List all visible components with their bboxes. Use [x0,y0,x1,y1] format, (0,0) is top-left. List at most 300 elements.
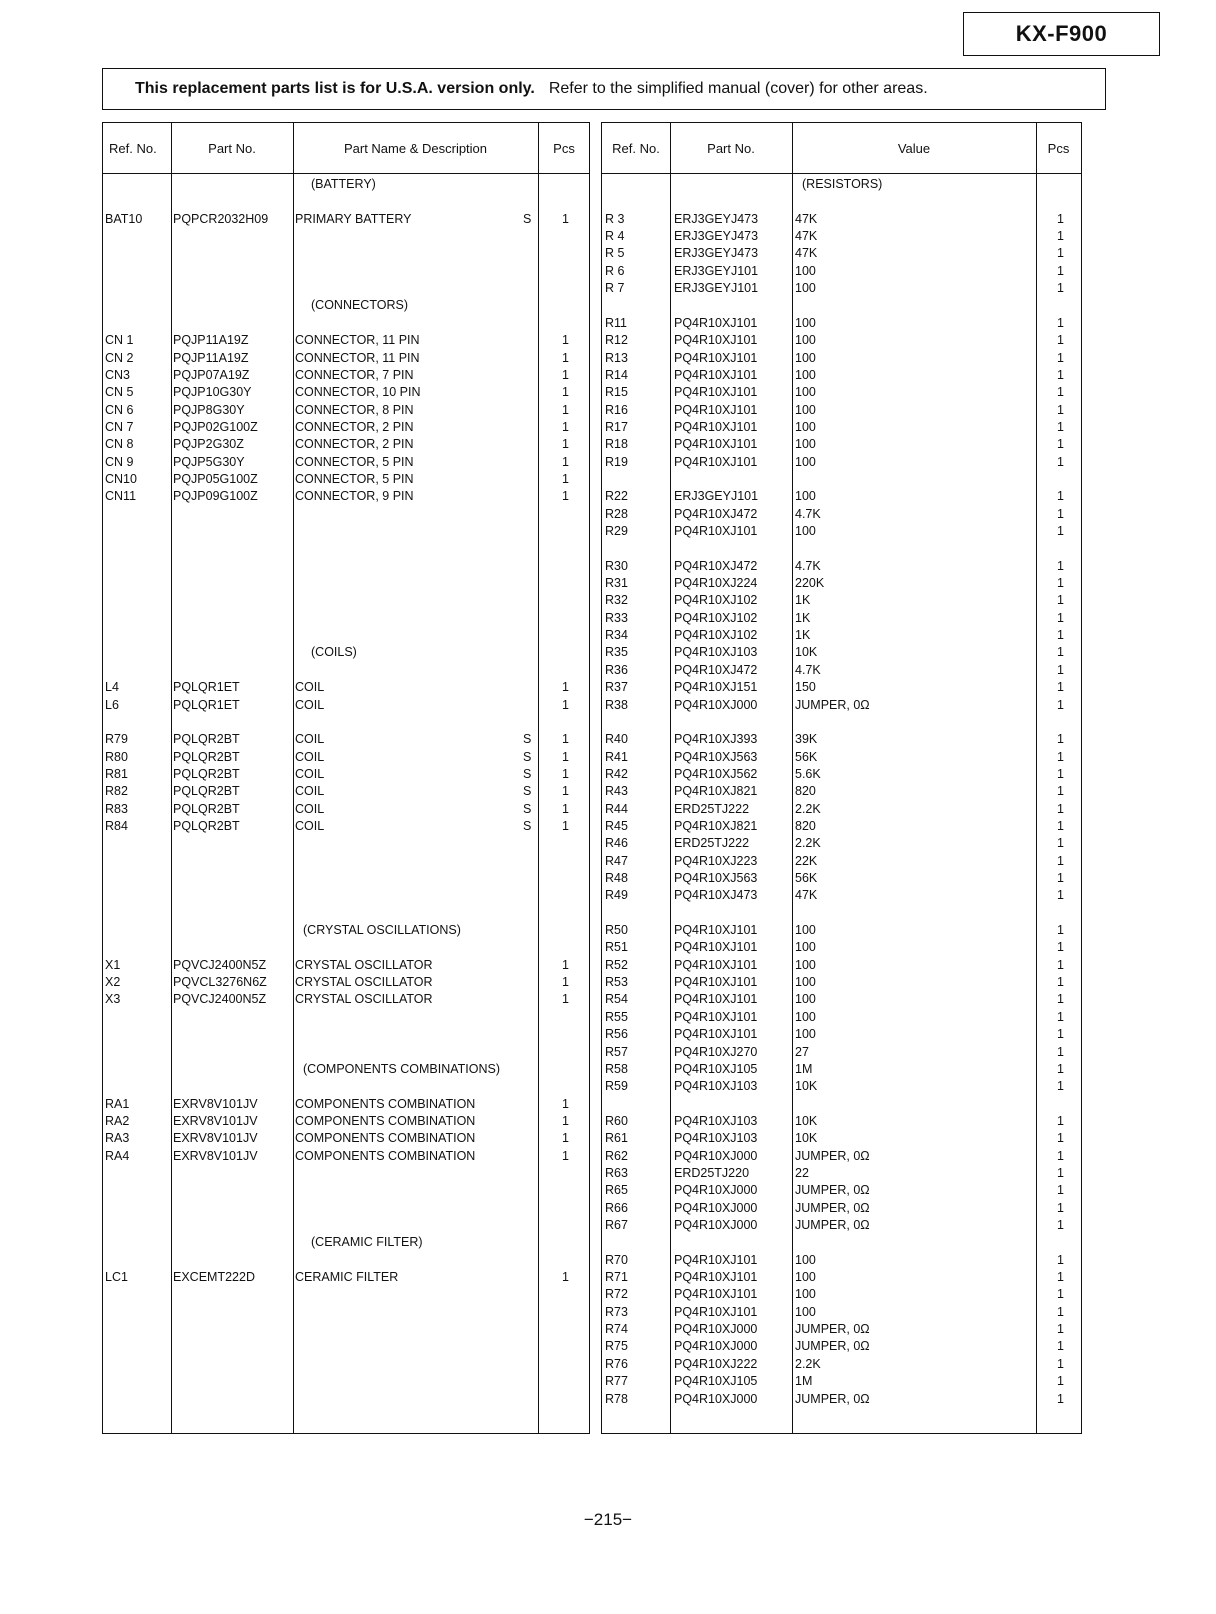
right-table-body [602,174,1081,1433]
table-row [602,697,1081,714]
table-row [602,1009,1081,1026]
value-cell: 100 [795,419,816,434]
ref-no-cell: R33 [605,610,628,625]
part-no-cell: ERJ3GEYJ473 [674,229,759,244]
table-row [602,679,1081,696]
pcs-cell: 1 [562,957,569,972]
pcs-cell: 1 [562,437,569,452]
safety-mark-cell: S [523,766,532,781]
value-cell: 47K [795,229,818,244]
pcs-cell: 1 [1057,1148,1064,1163]
part-name-cell: COMPONENTS COMBINATION [295,1113,476,1128]
table-row [103,211,589,228]
value-cell: 100 [795,281,816,296]
table-row [602,228,1081,245]
ref-no-cell: R58 [605,1061,628,1076]
pcs-cell: 1 [1057,680,1064,695]
ref-no-cell: R79 [105,732,128,747]
left-parts-table [102,122,590,1434]
part-no-cell: PQ4R10XJ101 [674,419,758,434]
part-no-cell: ERJ3GEYJ101 [674,281,759,296]
part-name-cell: COMPONENTS COMBINATION [295,1148,476,1163]
value-cell: 4.7K [795,662,821,677]
table-row [602,1044,1081,1061]
header-pcs: Pcs [1047,140,1070,156]
pcs-cell: 1 [562,818,569,833]
pcs-cell: 1 [1057,784,1064,799]
ref-no-cell: CN 9 [105,454,134,469]
part-no-cell: PQ4R10XJ105 [674,1374,758,1389]
pcs-cell: 1 [1057,1304,1064,1319]
ref-no-cell: X3 [105,992,121,1007]
value-cell: 47K [795,246,818,261]
pcs-cell: 1 [562,732,569,747]
ref-no-cell: CN 7 [105,419,134,434]
part-no-cell: PQ4R10XJ101 [674,437,758,452]
pcs-cell: 1 [1057,1131,1064,1146]
table-row [602,245,1081,262]
pcs-cell: 1 [562,454,569,469]
pcs-cell: 1 [1057,1200,1064,1215]
table-row [103,731,589,748]
table-row [602,922,1081,939]
pcs-cell: 1 [1057,385,1064,400]
part-no-cell: PQ4R10XJ101 [674,454,758,469]
table-row [602,1078,1081,1095]
pcs-cell: 1 [1057,489,1064,504]
notice-bold-text: This replacement parts list is for U.S.A. version only. [135,80,535,97]
part-no-cell: PQ4R10XJ101 [674,975,758,990]
ref-no-cell: R49 [605,888,628,903]
ref-no-cell: R73 [605,1304,628,1319]
value-cell: JUMPER, 0Ω [795,1391,870,1406]
ref-no-cell: BAT10 [105,211,143,226]
table-row [103,402,589,419]
table-row [103,384,589,401]
part-no-cell: PQPCR2032H09 [173,211,269,226]
table-row [602,887,1081,904]
ref-no-cell: R63 [605,1165,628,1180]
value-cell: 56K [795,871,818,885]
table-row [602,315,1081,332]
table-row [103,1148,589,1165]
pcs-cell: 1 [1057,350,1064,365]
section-heading: (COILS) [311,645,357,660]
pcs-cell: 1 [1057,1270,1064,1285]
part-no-cell: PQ4R10XJ101 [674,333,758,348]
ref-no-cell: R12 [605,333,628,348]
part-no-cell: PQLQR2BT [173,749,240,764]
value-cell: 100 [795,454,816,469]
pcs-cell: 1 [562,749,569,764]
part-no-cell: PQLQR2BT [173,818,240,833]
ref-no-cell: R16 [605,402,628,417]
table-row [602,1252,1081,1269]
part-no-cell: PQ4R10XJ472 [674,506,758,521]
table-row [602,419,1081,436]
table-row [602,1165,1081,1182]
pcs-cell: 1 [562,419,569,434]
part-name-cell: CONNECTOR, 2 PIN [295,437,414,452]
value-cell: 2.2K [795,836,821,851]
value-cell: 100 [795,333,816,348]
part-name-cell: CONNECTOR, 5 PIN [295,454,414,469]
model-number-box [963,12,1160,56]
part-no-cell: PQ4R10XJ101 [674,1009,758,1024]
ref-no-cell: R65 [605,1183,628,1198]
part-no-cell: PQ4R10XJ224 [674,576,758,591]
table-row [602,592,1081,609]
pcs-cell: 1 [1057,1079,1064,1094]
ref-no-cell: R53 [605,975,628,990]
part-no-cell: PQ4R10XJ222 [674,1356,758,1371]
pcs-cell: 1 [1057,662,1064,677]
table-row [602,1061,1081,1078]
ref-no-cell: R19 [605,454,628,469]
ref-no-cell: R36 [605,662,628,677]
table-row [103,1096,589,1113]
part-no-cell: PQ4R10XJ103 [674,1079,758,1094]
part-name-cell: COIL [295,784,325,799]
ref-no-cell: R29 [605,524,628,538]
value-cell: 100 [795,402,816,417]
value-cell: 10K [795,1131,818,1146]
value-cell: 22 [795,1165,809,1180]
header-ref-no: Ref. No. [109,140,157,156]
ref-no-cell: L6 [105,697,119,712]
part-no-cell: ERJ3GEYJ473 [674,211,759,226]
ref-no-cell: RA2 [105,1113,130,1128]
pcs-cell: 1 [1057,1339,1064,1354]
part-name-cell: CERAMIC FILTER [295,1270,399,1285]
pcs-cell: 1 [1057,437,1064,452]
part-no-cell: PQ4R10XJ562 [674,766,758,781]
ref-no-cell: CN 6 [105,402,134,417]
part-no-cell: PQ4R10XJ102 [674,628,758,643]
pcs-cell: 1 [1057,1356,1064,1371]
section-heading: (CONNECTORS) [311,298,408,313]
pcs-cell: 1 [562,784,569,799]
pcs-cell: 1 [1057,246,1064,261]
part-no-cell: ERJ3GEYJ473 [674,246,759,261]
pcs-cell: 1 [1057,888,1064,903]
part-no-cell: PQLQR1ET [173,697,240,712]
ref-no-cell: R62 [605,1148,628,1163]
part-no-cell: PQJP07A19Z [173,367,250,382]
part-no-cell: PQJP05G100Z [173,471,258,486]
ref-no-cell: R71 [605,1270,628,1285]
ref-no-cell: R45 [605,818,628,833]
table-row [602,211,1081,228]
value-cell: JUMPER, 0Ω [795,1339,870,1354]
pcs-cell: 1 [1057,853,1064,868]
pcs-cell: 1 [562,992,569,1007]
pcs-cell: 1 [1057,923,1064,938]
value-cell: 100 [795,367,816,382]
table-row [103,957,589,974]
ref-no-cell: R17 [605,419,628,434]
value-cell: 100 [795,1252,816,1267]
value-cell: 100 [795,957,816,972]
pcs-cell: 1 [1057,1374,1064,1389]
pcs-cell: 1 [1057,315,1064,330]
header-ref-no: Ref. No. [612,140,660,156]
part-no-cell: PQ4R10XJ101 [674,923,758,938]
pcs-cell: 1 [1057,1391,1064,1406]
table-row [602,454,1081,471]
table-row [103,991,589,1008]
ref-no-cell: R59 [605,1079,628,1094]
ref-no-cell: R77 [605,1374,628,1389]
table-row [602,627,1081,644]
part-no-cell: ERD25TJ222 [674,801,750,816]
pcs-cell: 1 [1057,263,1064,278]
page-number: −215− [583,1510,633,1529]
header-value: Value [897,140,931,156]
table-row [602,1338,1081,1355]
pcs-cell: 1 [1057,1009,1064,1024]
part-name-cell: COIL [295,749,325,764]
ref-no-cell: R18 [605,437,628,452]
table-row [103,332,589,349]
part-no-cell: PQ4R10XJ000 [674,1339,758,1354]
model-number: KX-F900 [1015,21,1108,46]
value-cell: 1K [795,610,811,625]
part-no-cell: PQ4R10XJ101 [674,940,758,955]
part-no-cell: PQ4R10XJ000 [674,1183,758,1198]
part-no-cell: PQLQR2BT [173,732,240,747]
table-row [103,488,589,505]
section-heading-row [602,176,1081,193]
value-cell: 5.6K [795,766,821,781]
pcs-cell: 1 [1057,402,1064,417]
table-row [602,1321,1081,1338]
value-cell: 100 [795,524,816,538]
pcs-cell: 1 [1057,1322,1064,1337]
right-parts-table [601,122,1082,1434]
part-no-cell: PQ4R10XJ101 [674,524,758,538]
ref-no-cell: R 4 [605,229,625,244]
value-cell: JUMPER, 0Ω [795,1183,870,1198]
pcs-cell: 1 [1057,628,1064,643]
header-part-no: Part No. [208,140,256,156]
table-row [602,1130,1081,1147]
ref-no-cell: R28 [605,506,628,521]
pcs-cell: 1 [562,801,569,816]
part-no-cell: PQ4R10XJ101 [674,315,758,330]
value-cell: 1K [795,628,811,643]
ref-no-cell: R75 [605,1339,628,1354]
part-no-cell: PQ4R10XJ000 [674,1322,758,1337]
pcs-cell: 1 [1057,836,1064,851]
section-heading: (BATTERY) [311,177,376,191]
pcs-cell: 1 [1057,871,1064,885]
pcs-cell: 1 [1057,333,1064,348]
ref-no-cell: CN 2 [105,350,134,365]
value-cell: 100 [795,437,816,452]
table-row [602,506,1081,523]
table-row [602,280,1081,297]
pcs-cell: 1 [1057,506,1064,521]
table-row [103,350,589,367]
part-name-cell: CONNECTOR, 11 PIN [295,333,420,348]
pcs-cell: 1 [1057,697,1064,712]
table-row [602,818,1081,835]
section-heading-row [103,644,589,661]
ref-no-cell: X2 [105,975,121,990]
pcs-cell: 1 [1057,1044,1064,1059]
part-no-cell: PQ4R10XJ105 [674,1061,758,1076]
part-no-cell: PQ4R10XJ472 [674,558,758,573]
part-no-cell: ERJ3GEYJ101 [674,263,759,278]
ref-no-cell: R 3 [605,211,625,226]
table-row [103,1130,589,1147]
pcs-cell: 1 [1057,610,1064,625]
ref-no-cell: R43 [605,784,628,799]
ref-no-cell: R80 [105,749,128,764]
value-cell: 100 [795,489,816,504]
part-no-cell: PQ4R10XJ821 [674,784,758,799]
value-cell: JUMPER, 0Ω [795,1322,870,1337]
table-row [602,558,1081,575]
part-no-cell: PQJP2G30Z [173,437,244,452]
pcs-cell: 1 [562,697,569,712]
value-cell: 100 [795,1287,816,1302]
table-row [602,1217,1081,1234]
pcs-cell: 1 [1057,992,1064,1007]
table-row [602,488,1081,505]
ref-no-cell: R82 [105,784,128,799]
table-row [602,575,1081,592]
part-no-cell: PQ4R10XJ000 [674,1148,758,1163]
table-row [103,749,589,766]
part-name-cell: CRYSTAL OSCILLATOR [295,992,433,1007]
ref-no-cell: R44 [605,801,628,816]
part-no-cell: PQ4R10XJ102 [674,593,758,608]
table-row [602,350,1081,367]
header-part-name: Part Name & Description [343,140,488,156]
pcs-cell: 1 [1057,818,1064,833]
ref-no-cell: R34 [605,628,628,643]
table-row [602,523,1081,540]
ref-no-cell: R84 [105,818,128,833]
ref-no-cell: R 7 [605,281,625,296]
part-name-cell: COIL [295,801,325,816]
ref-no-cell: R47 [605,853,628,868]
part-no-cell: PQJP02G100Z [173,419,258,434]
safety-mark-cell: S [523,732,532,747]
ref-no-cell: R48 [605,871,628,885]
part-no-cell: PQJP11A19Z [173,333,249,348]
ref-no-cell: R46 [605,836,628,851]
part-no-cell: PQ4R10XJ101 [674,1304,758,1319]
part-name-cell: COMPONENTS COMBINATION [295,1131,476,1146]
ref-no-cell: CN 8 [105,437,134,452]
table-row [602,1356,1081,1373]
value-cell: 820 [795,784,816,799]
ref-no-cell: R13 [605,350,628,365]
header-part-no: Part No. [707,140,755,156]
ref-no-cell: X1 [105,957,121,972]
pcs-cell: 1 [1057,593,1064,608]
pcs-cell: 1 [1057,940,1064,955]
ref-no-cell: R38 [605,697,628,712]
part-no-cell: PQLQR2BT [173,801,240,816]
value-cell: 100 [795,940,816,955]
part-no-cell: EXRV8V101JV [173,1096,258,1111]
part-no-cell: PQ4R10XJ101 [674,1287,758,1302]
part-no-cell: PQ4R10XJ000 [674,697,758,712]
table-row [602,957,1081,974]
value-cell: 1M [795,1374,813,1389]
part-no-cell: PQJP09G100Z [173,489,258,504]
table-row [602,974,1081,991]
pcs-cell: 1 [1057,975,1064,990]
part-no-cell: EXCEMT222D [173,1270,255,1285]
value-cell: 100 [795,1304,816,1319]
ref-no-cell: R22 [605,489,628,504]
value-cell: 10K [795,1113,818,1128]
table-row [602,1373,1081,1390]
value-cell: 2.2K [795,1356,821,1371]
part-name-cell: CRYSTAL OSCILLATOR [295,957,433,972]
value-cell: 100 [795,992,816,1007]
ref-no-cell: CN 1 [105,333,134,348]
part-no-cell: PQ4R10XJ103 [674,1131,758,1146]
pcs-cell: 1 [1057,229,1064,244]
pcs-cell: 1 [562,766,569,781]
part-no-cell: ERD25TJ222 [674,836,750,851]
value-cell: 100 [795,1270,816,1285]
table-row [103,766,589,783]
pcs-cell: 1 [1057,801,1064,816]
ref-no-cell: R67 [605,1218,628,1232]
section-heading-row [103,922,589,939]
part-no-cell: PQJP11A19Z [173,350,249,365]
part-name-cell: CONNECTOR, 7 PIN [295,367,414,382]
table-row [602,731,1081,748]
value-cell: 100 [795,263,816,278]
ref-no-cell: R35 [605,645,628,660]
header-pcs: Pcs [553,140,575,156]
pcs-cell: 1 [1057,1027,1064,1042]
part-no-cell: EXRV8V101JV [173,1131,258,1146]
safety-mark-cell: S [523,818,532,833]
pcs-cell: 1 [1057,454,1064,469]
table-row [103,1269,589,1286]
part-no-cell: PQ4R10XJ821 [674,818,758,833]
value-cell: 10K [795,645,818,660]
ref-no-cell: R 5 [605,246,625,261]
part-no-cell: PQ4R10XJ000 [674,1200,758,1215]
pcs-cell: 1 [562,367,569,382]
pcs-cell: 1 [1057,749,1064,764]
part-no-cell: EXRV8V101JV [173,1113,258,1128]
part-no-cell: PQ4R10XJ101 [674,1252,758,1267]
part-name-cell: PRIMARY BATTERY [295,211,412,226]
part-no-cell: PQ4R10XJ101 [674,1027,758,1042]
part-no-cell: PQVCL3276N6Z [173,975,267,990]
pcs-cell: 1 [1057,558,1064,573]
table-row [103,697,589,714]
pcs-cell: 1 [562,1270,569,1285]
part-name-cell: COIL [295,697,325,712]
value-cell: 4.7K [795,506,821,521]
value-cell: 2.2K [795,801,821,816]
part-no-cell: PQ4R10XJ101 [674,957,758,972]
table-row [602,644,1081,661]
pcs-cell: 1 [562,471,569,486]
